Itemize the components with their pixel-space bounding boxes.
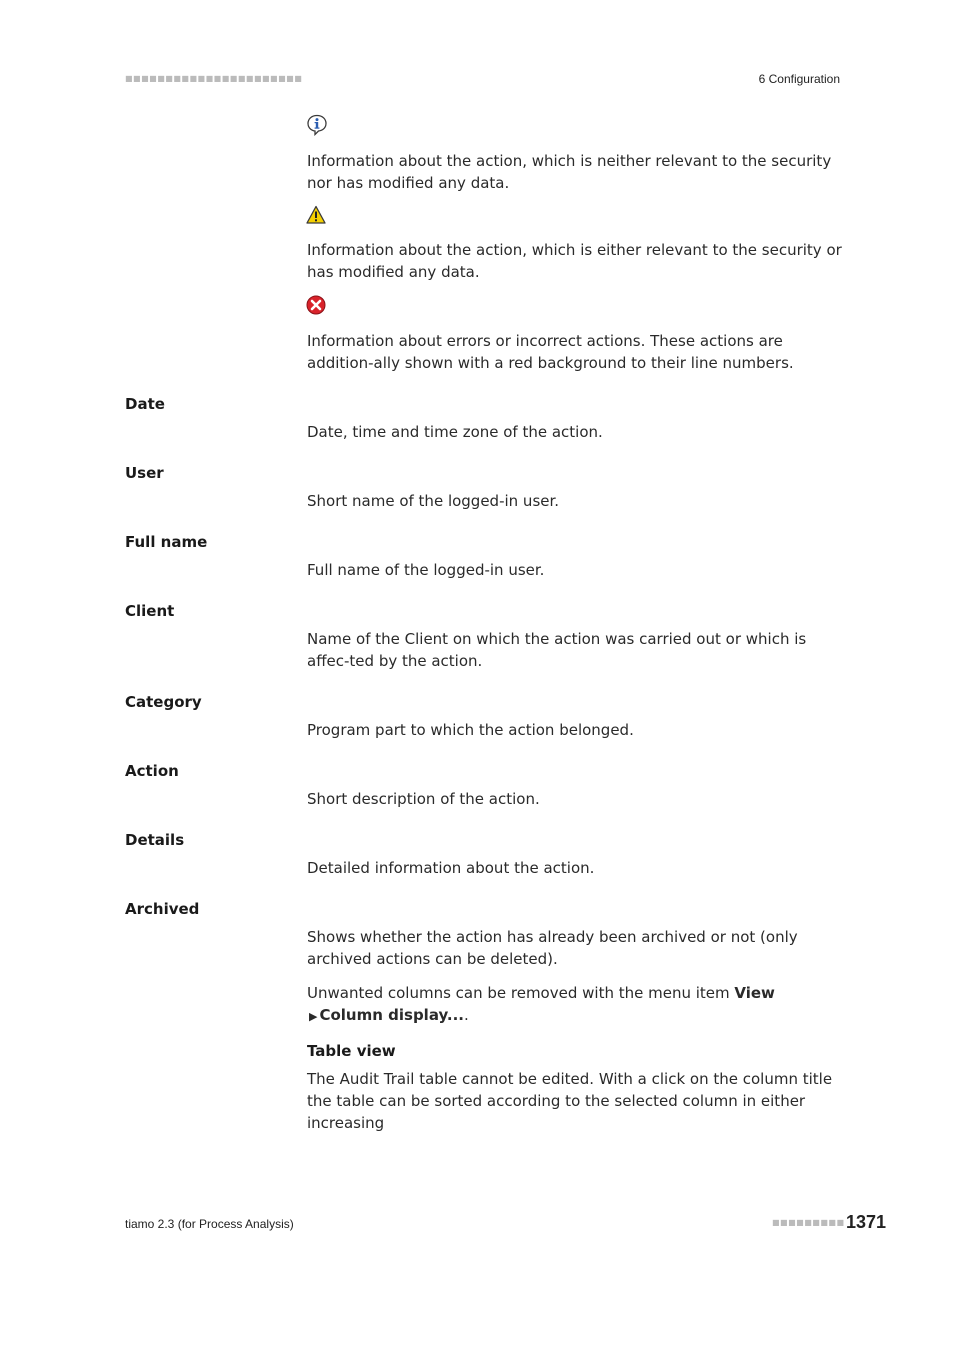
footer-product: tiamo 2.3 (for Process Analysis): [125, 1217, 294, 1231]
warning-description: Information about the action, which is either relevant to the security or has modified any data.: [307, 241, 842, 281]
info-icon: [306, 114, 326, 134]
page-number: 1371: [846, 1212, 887, 1232]
error-description: Information about errors or incorrect actions. These actions are addition-ally shown with a red background to their line numbers.: [307, 332, 794, 372]
columns-note: [307, 982, 843, 1028]
term-action: Action: [125, 762, 179, 780]
term-client: Client: [125, 602, 175, 620]
columns-note-suffix: .: [463, 1006, 469, 1024]
term-archived: Archived: [125, 900, 200, 918]
desc-user: Short name of the logged-in user.: [307, 492, 560, 510]
header-decoration: ■■■■■■■■■■■■■■■■■■■■■■: [125, 74, 303, 83]
desc-category: Program part to which the action belonged.: [307, 721, 634, 739]
columns-note-prefix: Unwanted columns can be removed with the menu item: [307, 984, 735, 1002]
footer-decoration: ■■■■■■■■■: [772, 1218, 845, 1227]
chapter-title: 6 Configuration: [758, 72, 840, 86]
info-description: Information about the action, which is neither relevant to the security nor has modified any data.: [307, 152, 832, 192]
desc-client: Name of the Client on which the action was carried out or which is affec-ted by the action.: [307, 630, 807, 670]
term-date: Date: [125, 395, 165, 413]
menu-arrow-icon: ▶: [309, 1010, 318, 1023]
menu-item-view: View: [734, 984, 775, 1002]
term-full-name: Full name: [125, 533, 208, 551]
warning-icon: [306, 205, 326, 225]
term-user: User: [125, 464, 164, 482]
section-heading-table-view: Table view: [307, 1042, 396, 1060]
term-details: Details: [125, 831, 185, 849]
desc-details: Detailed information about the action.: [307, 859, 595, 877]
desc-full-name: Full name of the logged-in user.: [307, 561, 545, 579]
desc-date: Date, time and time zone of the action.: [307, 423, 603, 441]
table-view-description: The Audit Trail table cannot be edited. With a click on the column title the table can be sorted according to the selected column in either increasing: [307, 1070, 833, 1132]
desc-action: Short description of the action.: [307, 790, 540, 808]
menu-item-column-display: Column display...: [319, 1006, 464, 1024]
term-category: Category: [125, 693, 202, 711]
desc-archived: Shows whether the action has already been archived or not (only archived actions can be deleted).: [307, 928, 798, 968]
error-icon: [306, 295, 326, 315]
